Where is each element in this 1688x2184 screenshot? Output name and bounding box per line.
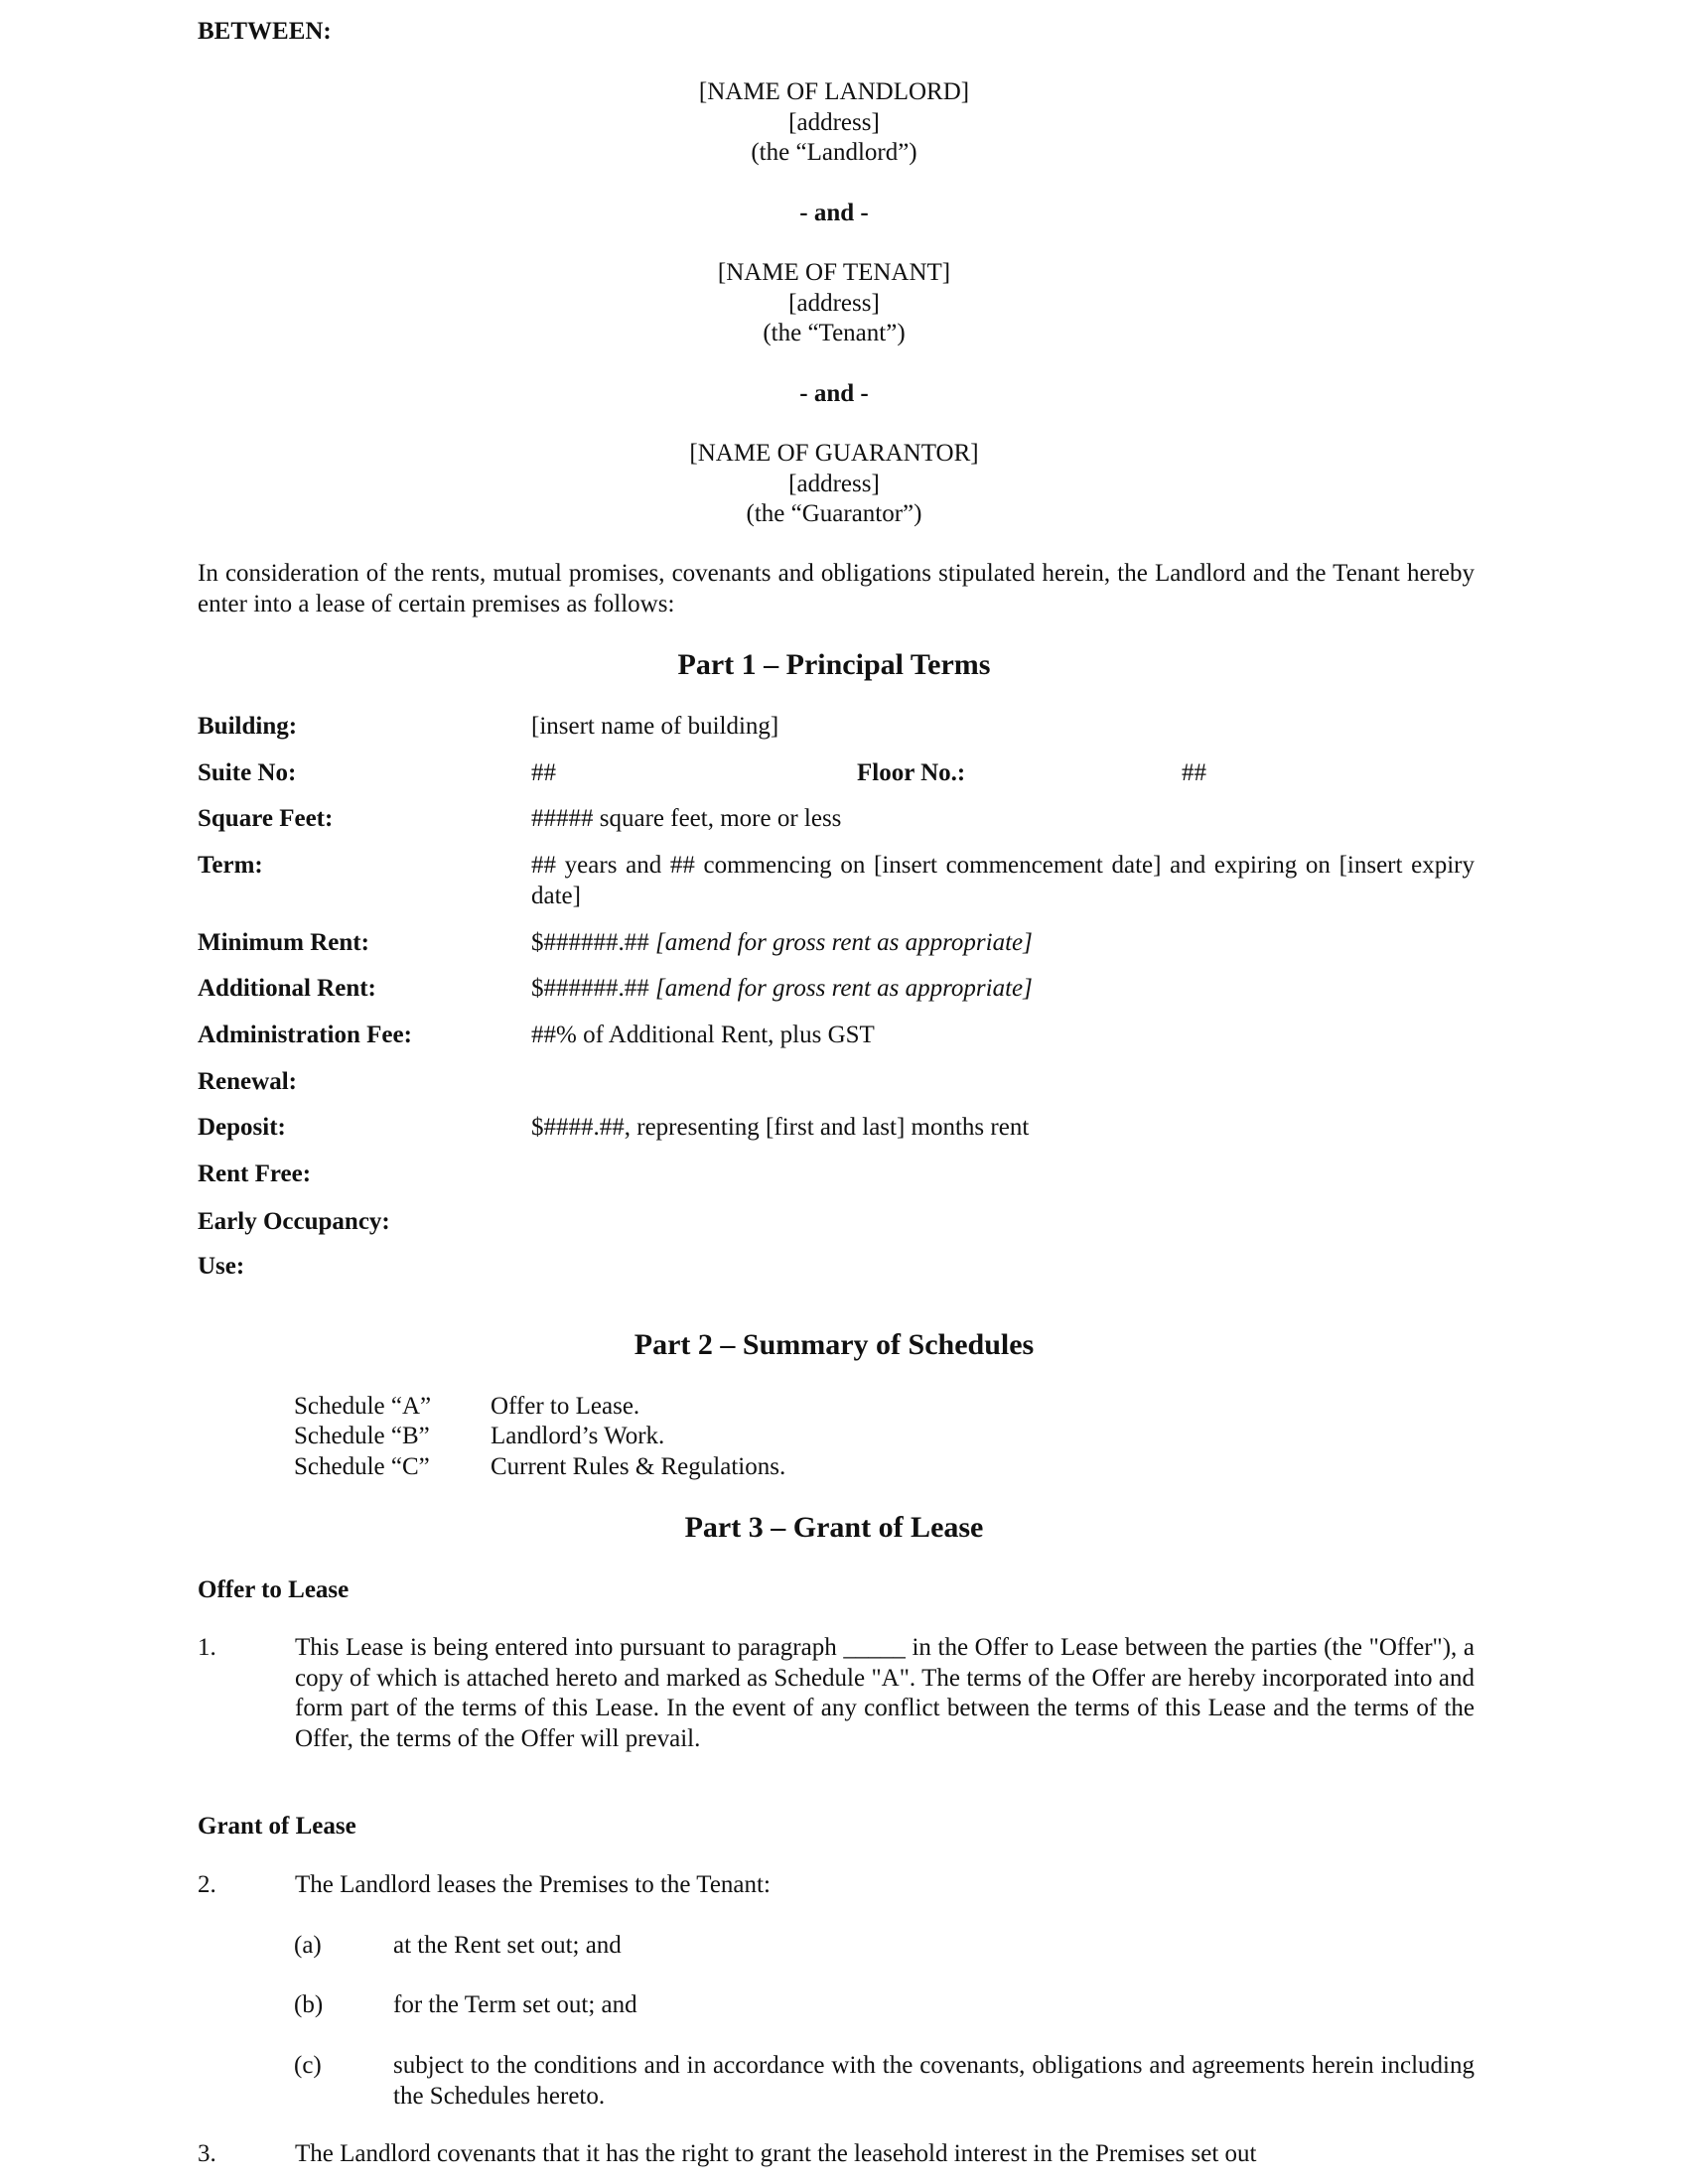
tenant-address: [address] (788, 290, 880, 317)
landlord-role: (the “Landlord”) (751, 139, 917, 166)
term-value: ##### square feet, more or less (531, 805, 842, 832)
subitem-number: (a) (294, 1932, 322, 1959)
consideration-paragraph: In consideration of the rents, mutual promises, covenants and obligations stipulated herein, the Landlord and the Tenant hereby enter into a lease of certain premises as follows: (198, 560, 1475, 617)
term-label: Building: (198, 713, 298, 740)
part1-heading: Part 1 – Principal Terms (677, 648, 991, 681)
guarantor-role: (the “Guarantor”) (746, 500, 922, 527)
term-label: Deposit: (198, 1114, 286, 1141)
subitem-text: at the Rent set out; and (393, 1932, 622, 1959)
schedule-id: Schedule “C” (294, 1453, 430, 1480)
schedule-desc: Landlord’s Work. (491, 1423, 665, 1449)
part2-heading: Part 2 – Summary of Schedules (633, 1328, 1035, 1361)
guarantor-address: [address] (788, 471, 880, 497)
clause-number: 3. (198, 2140, 216, 2167)
term-label: Early Occupancy: (198, 1208, 390, 1235)
amount: $######.## (531, 975, 649, 1002)
schedule-desc: Offer to Lease. (491, 1393, 640, 1420)
clause-number: 2. (198, 1871, 216, 1898)
term-label: Administration Fee: (198, 1022, 412, 1048)
floor-label: Floor No.: (857, 759, 966, 786)
term-value: ##% of Additional Rent, plus GST (531, 1022, 875, 1048)
amount: $######.## (531, 929, 649, 956)
clause-1-text: This Lease is being entered into pursuant to paragraph _____ in the Offer to Lease between the parties (the "Offer"), a copy of which is attached hereto and marked as Schedule "A". The terms of the Offer are hereby incorporated into and form part of the terms of this Lease. In the event of any conflict between the terms of this Lease and the terms of the Offer, the terms of the Offer will prevail. (295, 1634, 1475, 1752)
and-separator: - and - (799, 200, 869, 226)
term-label: Additional Rent: (198, 975, 376, 1002)
guarantor-name: [NAME OF GUARANTOR] (689, 440, 979, 467)
clause-2-text: The Landlord leases the Premises to the Tenant: (295, 1871, 771, 1898)
subitem-text: for the Term set out; and (393, 1991, 637, 2018)
note: [amend for gross rent as appropriate] (655, 929, 1033, 956)
term-label: Square Feet: (198, 805, 334, 832)
schedule-id: Schedule “A” (294, 1393, 432, 1420)
clause-3-text: The Landlord covenants that it has the right to grant the leasehold interest in the Premises set out (295, 2140, 1257, 2167)
and-separator: - and - (799, 380, 869, 407)
grant-of-lease-heading: Grant of Lease (198, 1813, 356, 1840)
term-value: ## years and ## commencing on [insert commencement date] and expiring on [insert expiry date] (531, 852, 1475, 909)
term-label: Renewal: (198, 1068, 297, 1095)
term-label: Suite No: (198, 759, 297, 786)
term-value (531, 974, 1033, 1005)
term-label: Term: (198, 852, 263, 879)
subitem-number: (b) (294, 1991, 324, 2018)
floor-value: ## (1182, 759, 1206, 786)
term-label: Use: (198, 1253, 245, 1280)
part3-heading: Part 3 – Grant of Lease (684, 1511, 984, 1544)
landlord-name: [NAME OF LANDLORD] (698, 78, 970, 105)
term-value: $####.##, representing [first and last] months rent (531, 1114, 1030, 1141)
between-label: BETWEEN: (198, 18, 332, 45)
tenant-role: (the “Tenant”) (763, 320, 906, 346)
term-label: Minimum Rent: (198, 929, 369, 956)
offer-to-lease-heading: Offer to Lease (198, 1576, 350, 1603)
subitem-number: (c) (294, 2052, 322, 2079)
term-value: [insert name of building] (531, 713, 779, 740)
clause-number: 1. (198, 1634, 216, 1661)
term-value: ## (531, 759, 556, 786)
landlord-address: [address] (788, 109, 880, 136)
tenant-name: [NAME OF TENANT] (717, 259, 951, 286)
note: [amend for gross rent as appropriate] (655, 975, 1033, 1002)
schedule-id: Schedule “B” (294, 1423, 430, 1449)
schedule-desc: Current Rules & Regulations. (491, 1453, 786, 1480)
term-label: Rent Free: (198, 1160, 312, 1187)
subitem-text: subject to the conditions and in accordance with the covenants, obligations and agreements herein including the Schedules hereto. (393, 2052, 1475, 2110)
term-value (531, 928, 1033, 959)
